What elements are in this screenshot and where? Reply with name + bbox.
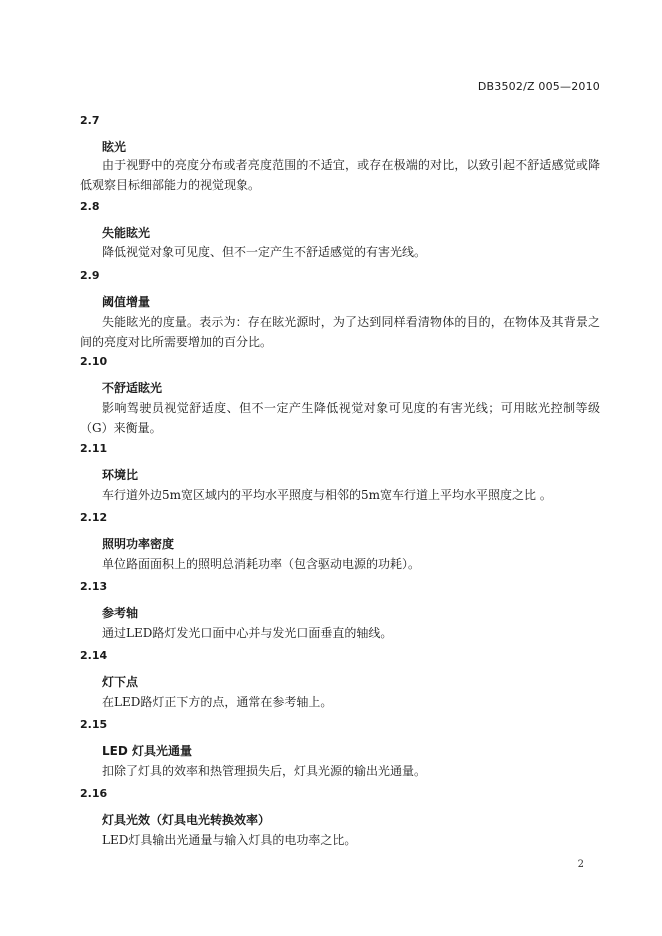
section-number: 2.8 <box>80 200 100 213</box>
section-definition: 单位路面面积上的照明总消耗功率（包含驱动电源的功耗）。 <box>102 557 421 571</box>
section-number: 2.14 <box>80 649 108 662</box>
section-term: 灯具光效（灯具电光转换效率） <box>102 813 271 827</box>
section-definition: 影响驾驶员视觉舒适度、但不一定产生降低视觉对象可见度的有害光线；可用眩光控制等级（G）来衡量。 <box>80 401 600 435</box>
section-definition: 降低视觉对象可见度、但不一定产生不舒适感觉的有害光线。 <box>102 245 427 259</box>
section-number: 2.16 <box>80 787 108 800</box>
section-definition: 由于视野中的亮度分布或者亮度范围的不适宜，或存在极端的对比，以致引起不舒适感觉或降低观察目标细部能力的视觉现象。 <box>80 158 600 192</box>
section-definition: 通过LED路灯发光口面中心并与发光口面垂直的轴线。 <box>102 626 393 640</box>
section-term: 环境比 <box>102 468 139 482</box>
section-term: 灯下点 <box>102 675 139 689</box>
section-term: LED 灯具光通量 <box>102 744 192 758</box>
section-definition: 车行道外边5m宽区域内的平均水平照度与相邻的5m宽车行道上平均水平照度之比 。 <box>102 488 552 502</box>
section-definition: 失能眩光的度量。表示为：存在眩光源时，为了达到同样看清物体的目的，在物体及其背景之间的亮度对比所需要增加的百分比。 <box>80 315 600 349</box>
section-term: 阈值增量 <box>102 295 151 309</box>
section-term: 失能眩光 <box>102 226 151 240</box>
section-definition: 在LED路灯正下方的点，通常在参考轴上。 <box>102 695 333 709</box>
section-number: 2.7 <box>80 114 100 127</box>
section-term: 参考轴 <box>102 606 139 620</box>
section-definition: LED灯具输出光通量与输入灯具的电功率之比。 <box>102 833 357 847</box>
document-code: DB3502/Z 005—2010 <box>477 80 600 93</box>
section-number: 2.11 <box>80 442 108 455</box>
section-term: 不舒适眩光 <box>102 381 163 395</box>
section-term: 照明功率密度 <box>102 537 175 551</box>
section-definition: 扣除了灯具的效率和热管理损失后，灯具光源的输出光通量。 <box>102 764 427 778</box>
section-number: 2.10 <box>80 355 108 368</box>
section-number: 2.9 <box>80 269 100 282</box>
section-number: 2.12 <box>80 511 108 524</box>
page-number: 2 <box>577 859 584 870</box>
section-term: 眩光 <box>102 140 127 154</box>
section-number: 2.15 <box>80 718 108 731</box>
section-number: 2.13 <box>80 580 108 593</box>
